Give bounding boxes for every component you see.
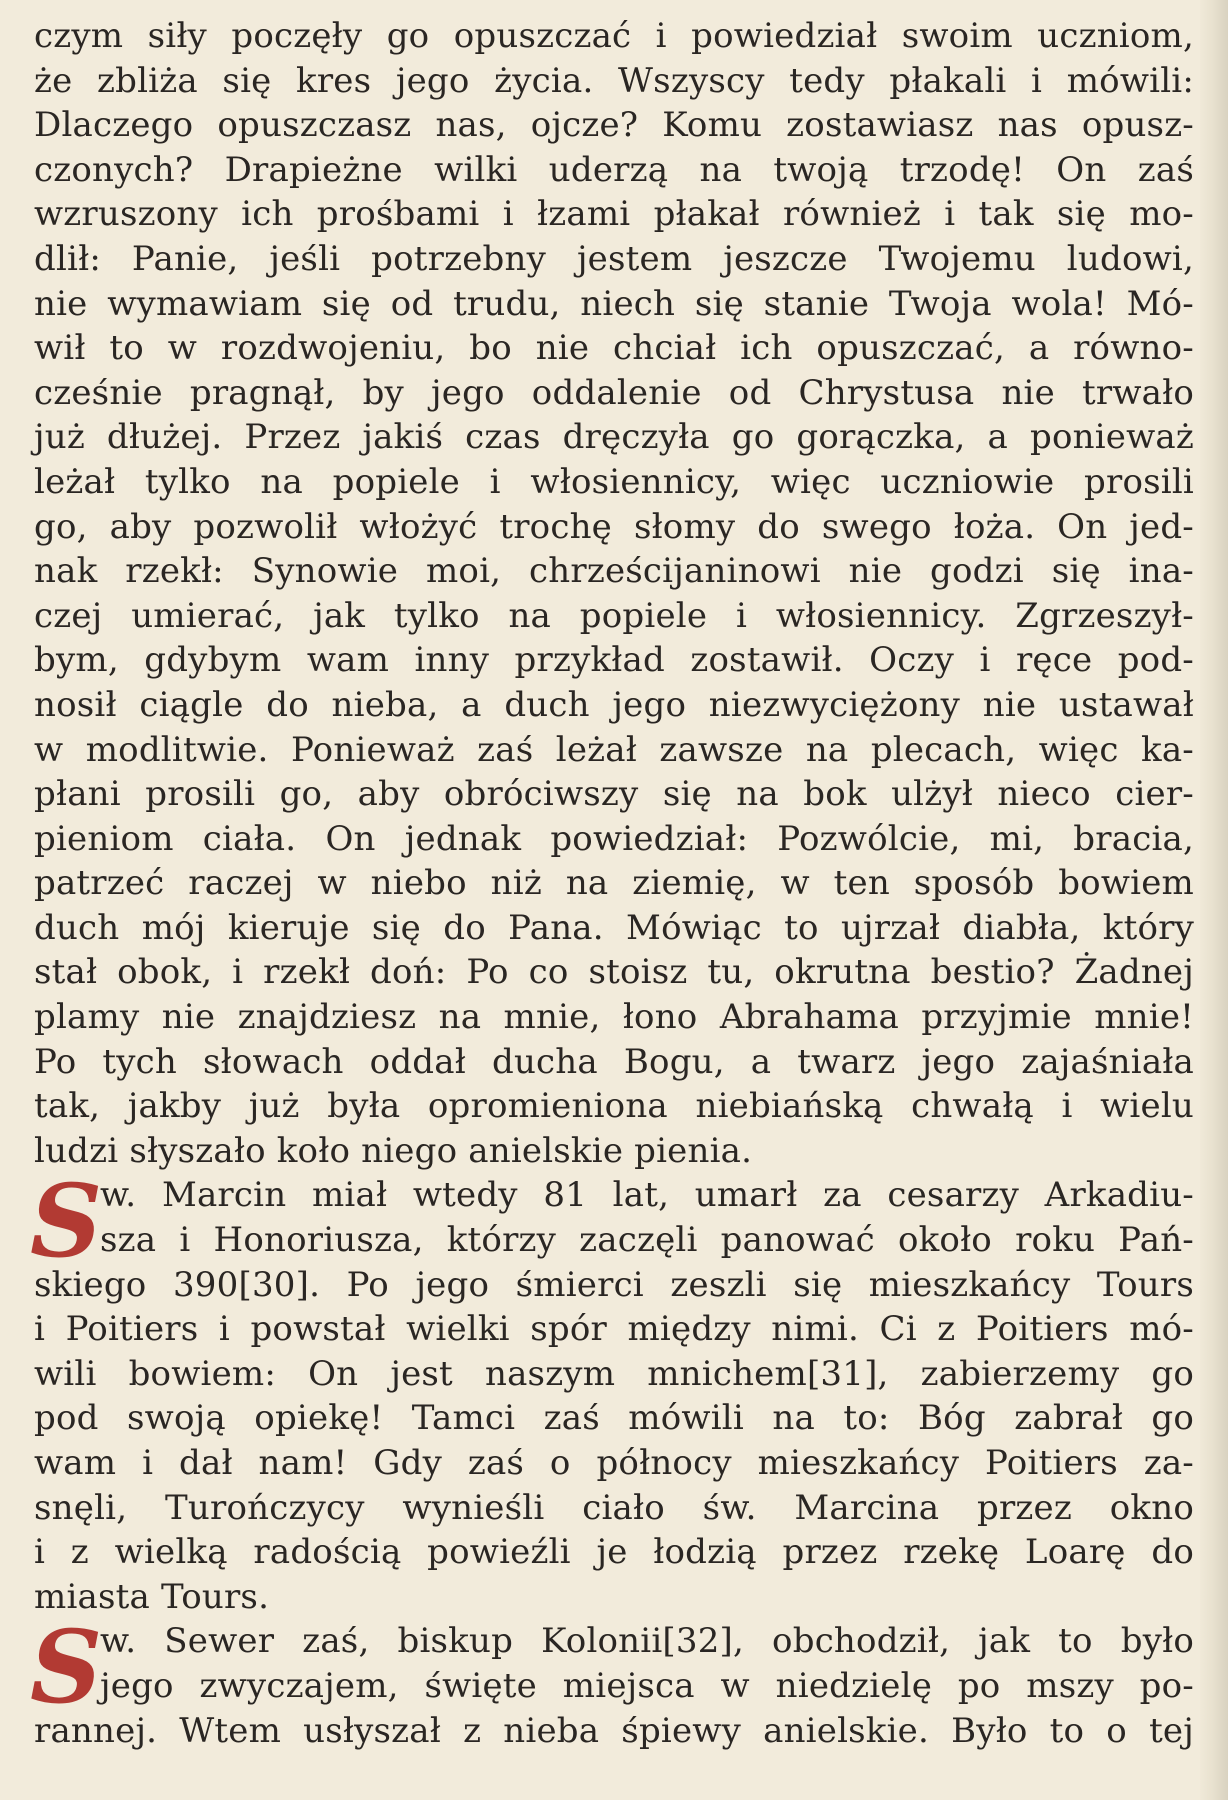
text-line: płani prosili go, aby obróciwszy się na bok ulżył nieco cier- [34, 774, 1194, 815]
text-line: cześnie pragnął, by jego oddalenie od Chrystusa nie trwało [34, 372, 1194, 413]
text-line: czonych? Drapieżne wilki uderzą na twoją trzodę! On zaś [34, 149, 1194, 190]
text-line: wzruszony ich prośbami i łzami płakał również i tak się mo- [34, 194, 1194, 235]
text-line: skiego 390[30]. Po jego śmierci zeszli się mieszkańcy Tours [34, 1264, 1194, 1305]
text-line: w. Sewer zaś, biskup Kolonii[32], obchodził, jak to było [100, 1621, 1194, 1662]
text-line: jego zwyczajem, święte miejsca w niedzielę po mszy po- [100, 1665, 1194, 1706]
text-line: i z wielką radością powieźli je łodzią przez rzekę Loarę do [34, 1532, 1194, 1573]
book-page [30, 14, 1194, 1753]
text-line: stał obok, i rzekł doń: Po co stoisz tu, okrutna bestio? Żadnej [34, 952, 1194, 993]
text-line: leżał tylko na popiele i włosiennicy, więc uczniowie prosili [34, 461, 1194, 502]
text-line: plamy nie znajdziesz na mnie, łono Abrahama przyjmie mnie! [34, 997, 1194, 1038]
text-line: dlił: Panie, jeśli potrzebny jestem jeszcze Twojemu ludowi, [34, 238, 1194, 279]
text-line: Dlaczego opuszczasz nas, ojcze? Komu zostawiasz nas opusz- [34, 105, 1194, 146]
text-line: tak, jakby już była opromieniona niebiańską chwałą i wielu [34, 1086, 1194, 1127]
text-line: rannej. Wtem usłyszał z nieba śpiewy anielskie. Było to o tej [34, 1710, 1194, 1751]
text-line: snęli, Turończycy wynieśli ciało św. Marcina przez okno [34, 1487, 1194, 1528]
text-line: wili bowiem: On jest naszym mnichem[31], zabierzemy go [34, 1353, 1194, 1394]
paper-edge [1200, 0, 1228, 1800]
text-line: w modlitwie. Ponieważ zaś leżał zawsze na plecach, więc ka- [34, 729, 1194, 770]
text-line: wam i dał nam! Gdy zaś o północy mieszkańcy Poitiers za- [34, 1443, 1194, 1483]
text-line: ludzi słyszało koło niego anielskie pienia. [34, 1130, 753, 1171]
drop-cap-initial: S [30, 1162, 103, 1281]
text-line: nosił ciągle do nieba, a duch jego niezwyciężony nie ustawał [34, 684, 1194, 725]
text-line: że zbliża się kres jego życia. Wszyscy tedy płakali i mówili: [34, 60, 1194, 101]
text-line: sza i Honoriusza, którzy zaczęli panować około roku Pań- [100, 1220, 1194, 1261]
text-line: bym, gdybym wam inny przykład zostawił. Oczy i ręce pod- [34, 640, 1194, 681]
text-line: patrzeć raczej w niebo niż na ziemię, w ten sposób bowiem [34, 863, 1194, 904]
text-line: nak rzekł: Synowie moi, chrześcijaninowi nie godzi się ina- [34, 551, 1194, 592]
text-line: duch mój kieruje się do Pana. Mówiąc to ujrzał diabła, który [34, 907, 1194, 948]
text-line: w. Marcin miał wtedy 81 lat, umarł za cesarzy Arkadiu- [100, 1175, 1194, 1216]
paragraph-saint-severus [30, 1608, 1194, 1753]
text-line: czej umierać, jak tylko na popiele i włosiennicy. Zgrzeszył- [34, 595, 1194, 636]
text-line: i Poitiers i powstał wielki spór między nimi. Ci z Poitiers mó- [34, 1309, 1194, 1350]
text-line: pieniom ciała. On jednak powiedział: Pozwólcie, mi, bracia, [34, 818, 1194, 859]
drop-cap-initial: S [30, 1608, 103, 1727]
text-line: pod swoją opiekę! Tamci zaś mówili na to: Bóg zabrał go [34, 1398, 1194, 1439]
paragraph-saint-martin-burial [30, 1162, 1194, 1619]
paragraph-death-of-martin [34, 14, 1194, 1173]
text-line: czym siły poczęły go opuszczać i powiedział swoim uczniom, [34, 16, 1194, 56]
text-line: go, aby pozwolił włożyć trochę słomy do swego łoża. On jed- [34, 506, 1194, 547]
text-line: wił to w rozdwojeniu, bo nie chciał ich opuszczać, a równo- [34, 328, 1194, 369]
text-line: już dłużej. Przez jakiś czas dręczyła go gorączka, a ponieważ [34, 417, 1194, 458]
text-line: nie wymawiam się od trudu, niech się stanie Twoja wola! Mó- [34, 283, 1194, 324]
text-line: Po tych słowach oddał ducha Bogu, a twarz jego zajaśniała [34, 1041, 1194, 1082]
text-line: miasta Tours. [34, 1576, 270, 1617]
